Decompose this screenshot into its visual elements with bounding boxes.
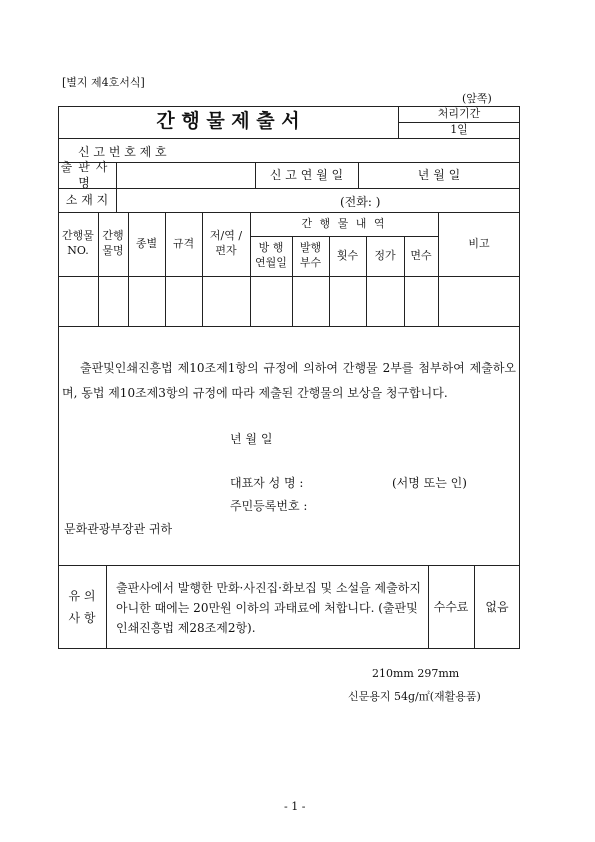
col-price: 정가 [374, 248, 396, 262]
notice-text: 출판사에서 발행한 만화·사진집·화보집 및 소설을 제출하지 아니한 때에는 20만원 이하의 과태료에 처합니다. (출판및인쇄진흥법 제28조제2항). [116, 581, 421, 635]
col-type: 종별 [135, 236, 158, 250]
form-title: 간 행 물 제 출 서 [156, 110, 300, 133]
recipient: 문화관광부장관 귀하 [64, 522, 173, 536]
phone-field: (전화: ) [340, 195, 381, 209]
report-date-label: 신 고 연 월 일 [269, 167, 344, 182]
processing-period-value: 1일 [450, 122, 468, 136]
representative-name-label: 대표자 성 명 : [230, 476, 304, 490]
page-side-label: (앞쪽) [462, 92, 492, 105]
fee-value: 없음 [485, 599, 509, 614]
col-title: 간행 물명 [102, 229, 124, 257]
processing-period-label: 처리기간 [437, 106, 481, 120]
col-count: 횟수 [336, 248, 359, 262]
col-issue-no: 간행물 NO. [62, 229, 94, 257]
fee-label: 수수료 [433, 599, 469, 614]
statement-date: 년 월 일 [230, 432, 273, 446]
resident-number-label: 주민등록번호 : [230, 499, 308, 513]
paper-spec: 신문용지 54g/㎡(재활용품) [348, 690, 481, 703]
col-pub-date: 방 행 연월일 [255, 241, 287, 269]
statement-paragraph: 출판및인쇄진흥법 제10조제1항의 규정에 의하여 간행물 2부를 첨부하여 제출하오며, 동법 제10조제3항의 규정에 따라 제출된 간행물의 보상을 청구합니다. [62, 361, 516, 400]
publisher-label: 출판사명 [60, 159, 114, 190]
col-remarks: 비고 [468, 236, 490, 250]
form-reference: [별지 제4호서식] [62, 76, 145, 89]
col-author: 저/역 / 편자 [209, 229, 243, 257]
group-header-publication-details: 간 행 물 내 역 [301, 216, 387, 230]
signature-note: (서명 또는 인) [392, 476, 467, 490]
paper-size: 210mm 297mm [372, 667, 460, 680]
page-number: - 1 - [284, 800, 306, 813]
address-label: 소 재 지 [65, 192, 109, 207]
notice-label: 유 의 사 항 [68, 589, 96, 625]
col-spec: 규격 [172, 236, 195, 250]
report-date-value: 년 월 일 [417, 167, 461, 182]
col-copies: 발행 부수 [299, 241, 322, 269]
report-number: 신 고 번 호 제 호 [78, 145, 167, 159]
col-pages: 면수 [410, 248, 432, 262]
